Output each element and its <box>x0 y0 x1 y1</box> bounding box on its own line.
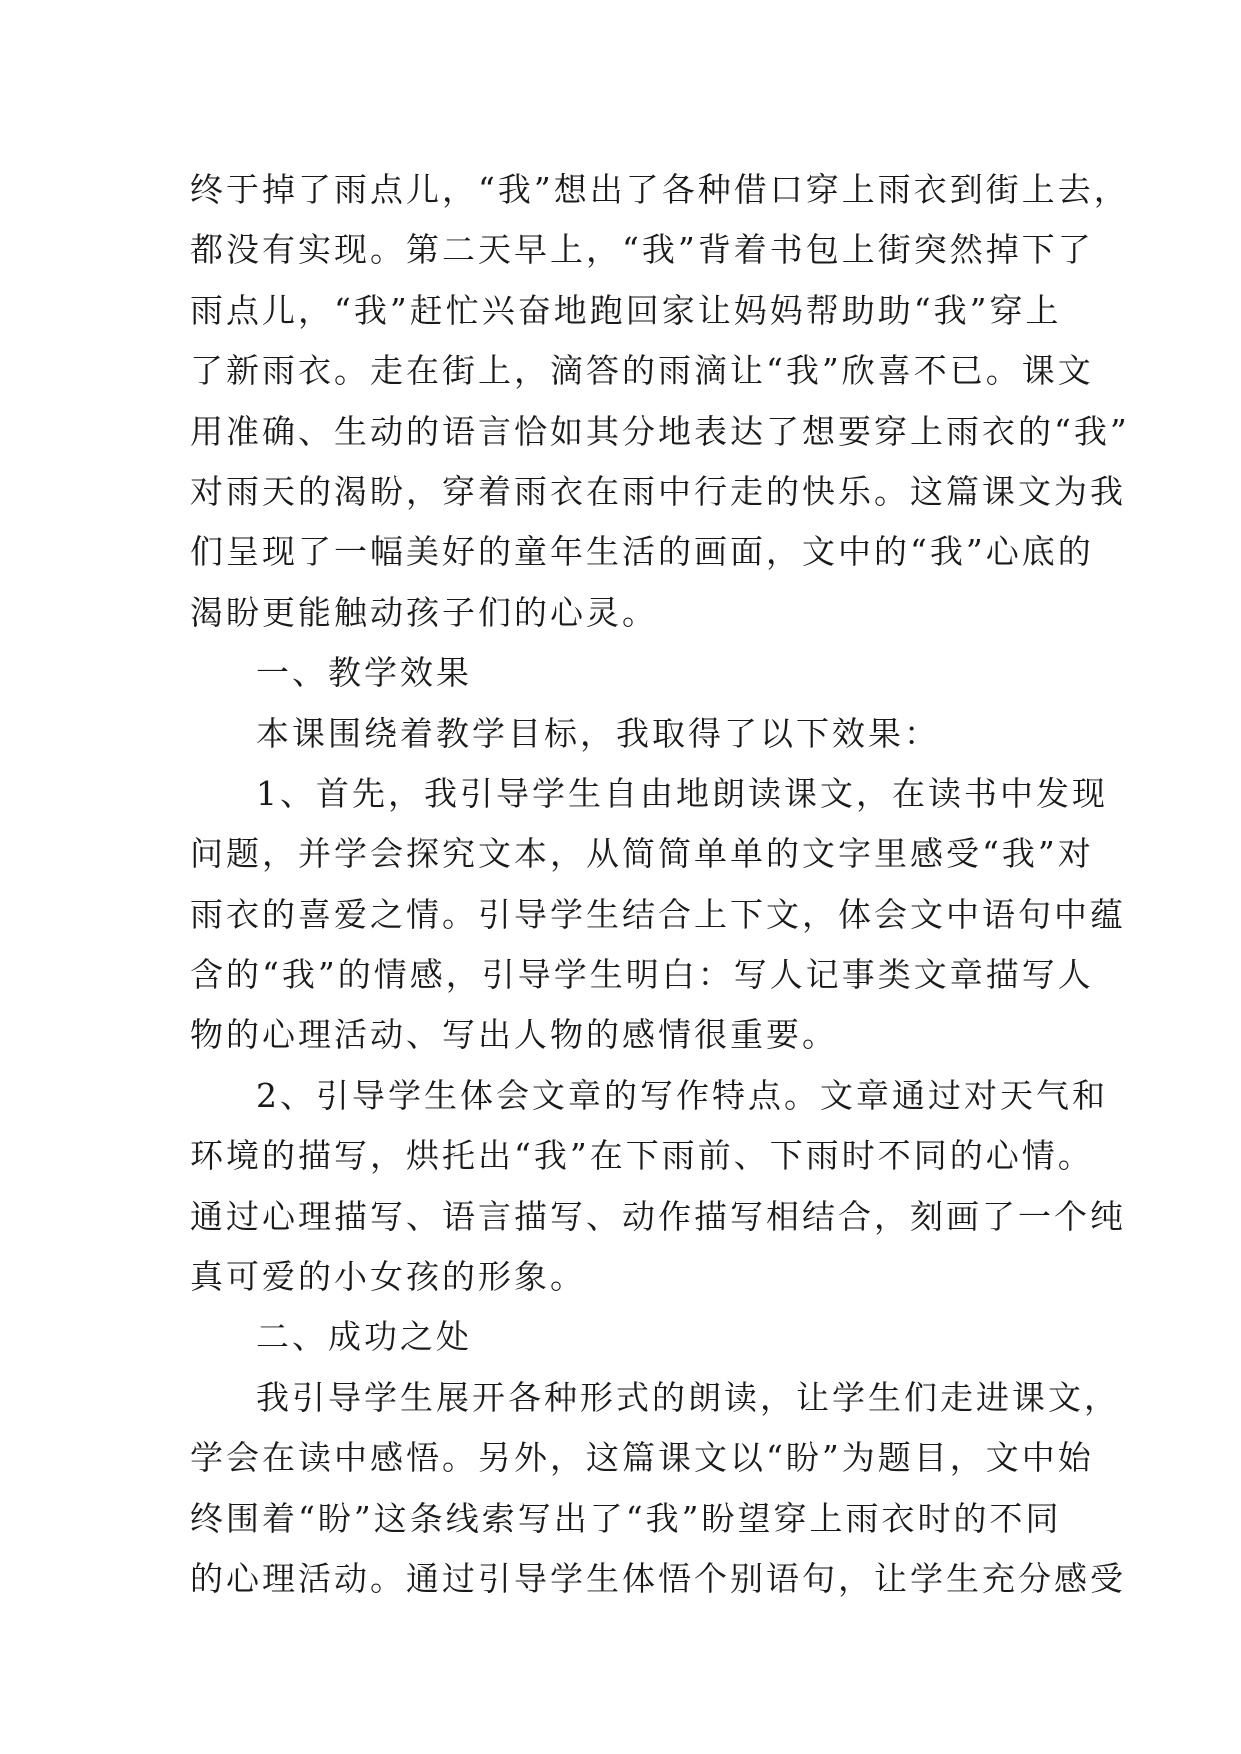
text-line: 都没有实现。第二天早上，“我”背着书包上街突然掉下了 <box>190 230 1094 270</box>
text-line: 真可爱的小女孩的形象。 <box>190 1257 586 1297</box>
text-line: 本课围绕着教学目标，我取得了以下效果： <box>256 713 940 753</box>
text-line: 渴盼更能触动孩子们的心灵。 <box>190 592 658 632</box>
text-line: 的心理活动。通过引导学生体悟个别语句，让学生充分感受 <box>190 1558 1126 1598</box>
text-line: 雨点儿，“我”赶忙兴奋地跑回家让妈妈帮助助“我”穿上 <box>190 290 1062 330</box>
text-line: 二、成功之处 <box>256 1317 472 1357</box>
text-line: 了新雨衣。走在街上，滴答的雨滴让“我”欣喜不已。课文 <box>190 351 1094 391</box>
text-line: 终围着“盼”这条线索写出了“我”盼望穿上雨衣时的不同 <box>190 1498 1062 1538</box>
text-line: 用准确、生动的语言恰如其分地表达了想要穿上雨衣的“我” <box>190 411 1130 451</box>
text-line: 含的“我”的情感，引导学生明白：写人记事类文章描写人 <box>190 955 1094 995</box>
text-line: 问题，并学会探究文本，从简简单单的文字里感受“我”对 <box>190 834 1094 874</box>
body-text <box>190 160 1130 1609</box>
text-line: 们呈现了一幅美好的童年生活的画面，文中的“我”心底的 <box>190 532 1094 572</box>
text-line: 物的心理活动、写出人物的感情很重要。 <box>190 1015 838 1055</box>
text-line: 1、首先，我引导学生自由地朗读课文，在读书中发现 <box>256 773 1108 813</box>
text-line: 我引导学生展开各种形式的朗读，让学生们走进课文， <box>256 1377 1120 1417</box>
text-line: 终于掉了雨点儿，“我”想出了各种借口穿上雨衣到街上去， <box>190 170 1130 209</box>
text-line: 学会在读中感悟。另外，这篇课文以“盼”为题目，文中始 <box>190 1438 1094 1478</box>
text-line: 对雨天的渴盼，穿着雨衣在雨中行走的快乐。这篇课文为我 <box>190 471 1126 511</box>
text-line: 2、引导学生体会文章的写作特点。文章通过对天气和 <box>256 1075 1108 1115</box>
text-line: 一、教学效果 <box>256 653 472 693</box>
text-line: 雨衣的喜爱之情。引导学生结合上下文，体会文中语句中蕴 <box>190 894 1126 934</box>
text-line: 通过心理描写、语言描写、动作描写相结合，刻画了一个纯 <box>190 1196 1126 1236</box>
text-line: 环境的描写，烘托出“我”在下雨前、下雨时不同的心情。 <box>190 1136 1094 1176</box>
